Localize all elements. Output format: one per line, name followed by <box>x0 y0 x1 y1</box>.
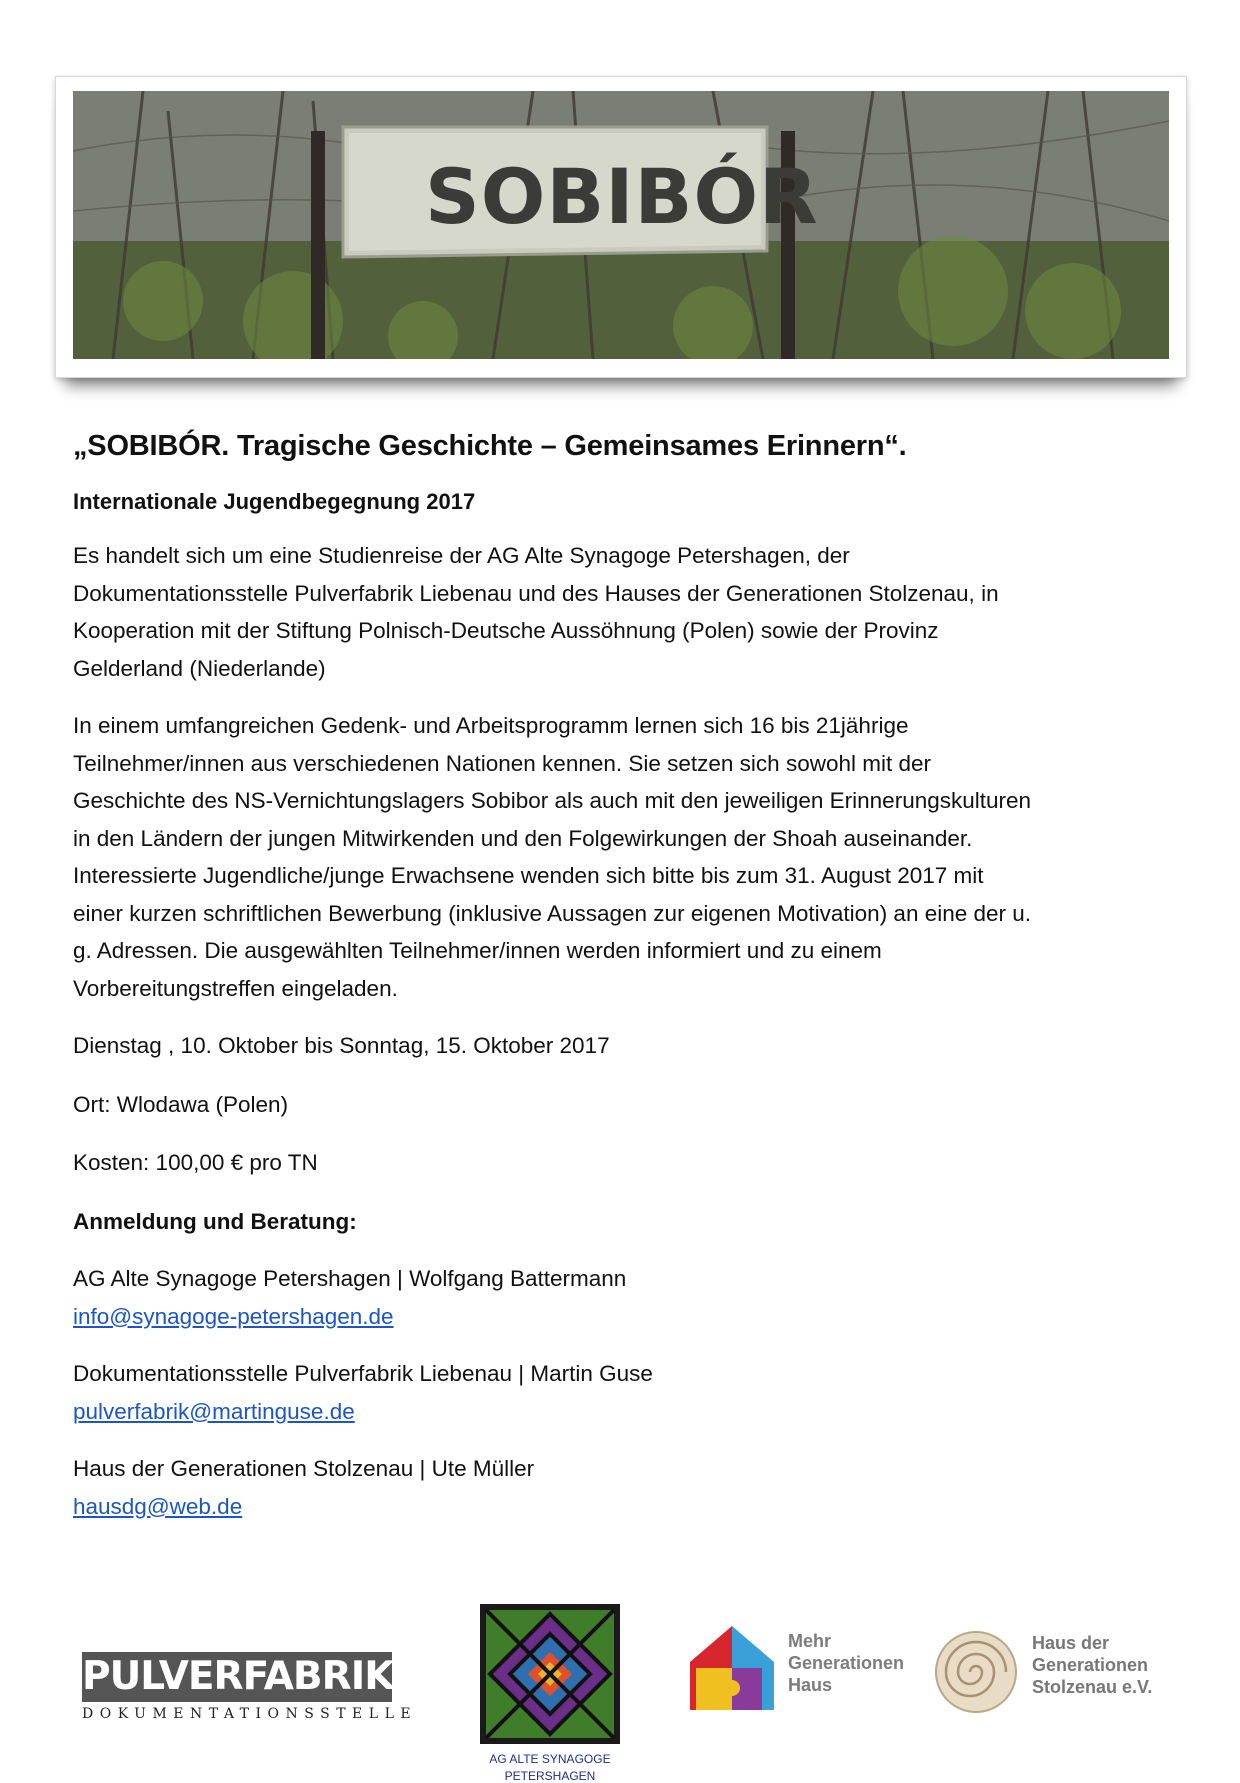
hdg-logo-line1: Haus der <box>1032 1633 1110 1653</box>
document-body <box>73 430 1033 1545</box>
house-puzzle-icon <box>682 1618 782 1718</box>
sobibor-sign-photo <box>73 91 1169 359</box>
contact-org: Haus der Generationen Stolzenau | Ute Müller <box>73 1456 535 1481</box>
hdg-logo-line2: Generationen <box>1032 1655 1149 1675</box>
hdg-logo-line3: Stolzenau e.V. <box>1032 1677 1153 1697</box>
contact-email-link[interactable]: hausdg@web.de <box>73 1493 243 1519</box>
sign-text: SOBIBÓR <box>425 152 819 241</box>
event-date: Dienstag , 10. Oktober bis Sonntag, 15. Oktober 2017 <box>73 1033 610 1058</box>
header-photo-frame <box>55 76 1187 378</box>
mgh-logo-line1: Mehr <box>788 1631 832 1651</box>
pulverfabrik-logo-sub: DOKUMENTATIONSSTELLE <box>82 1706 418 1722</box>
contact-email-link[interactable]: info@synagoge-petershagen.de <box>73 1303 394 1329</box>
event-location: Ort: Wlodawa (Polen) <box>73 1091 289 1117</box>
stained-glass-icon <box>480 1604 620 1744</box>
application-paragraph: Interessierte Jugendliche/junge Erwachsene wenden sich bitte bis zum 31. August 2017 mit einer kurzen schriftlichen Bewerbung (inklusive Aussagen zur eigenen Motivation) an eine der u. g. Adressen. Die ausgewählten Teilnehmer/innen werden informiert und zu einem Vorbereitungstreffen eingeladen. <box>73 863 1032 1001</box>
contact-org: AG Alte Synagoge Petershagen | Wolfgang Battermann <box>73 1266 627 1291</box>
event-cost: Kosten: 100,00 € pro TN <box>73 1150 318 1175</box>
contact-entry <box>73 1260 1033 1335</box>
mehrgenerationenhaus-logo <box>682 1618 922 1728</box>
pulverfabrik-logo <box>82 1652 418 1722</box>
subtitle: Internationale Jugendbegegnung 2017 <box>73 489 476 514</box>
synagoge-logo-line1: AG ALTE SYNAGOGE <box>489 1752 611 1766</box>
mgh-logo-line3: Haus <box>788 1675 833 1695</box>
program-paragraph: In einem umfangreichen Gedenk- und Arbeitsprogramm lernen sich 16 bis 21jährige Teilnehmer/innen aus verschiedenen Nationen kennen. Sie setzen sich sowohl mit der Geschichte des NS-Vernichtungslagers Sobibor als auch mit den jeweiligen Erinnerungskulturen in den Ländern der jungen Mitwirkenden und den Folgewirkungen der Shoah auseinander. <box>73 713 1032 851</box>
synagoge-logo <box>477 1604 623 1783</box>
haus-der-generationen-logo <box>928 1622 1208 1732</box>
contact-entry <box>73 1355 1033 1430</box>
contact-email-link[interactable]: pulverfabrik@martinguse.de <box>73 1398 355 1424</box>
synagoge-logo-line2: PETERSHAGEN <box>504 1769 596 1783</box>
contacts-heading: Anmeldung und Beratung: <box>73 1208 357 1234</box>
contact-org: Dokumentationsstelle Pulverfabrik Liebenau | Martin Guse <box>73 1361 653 1386</box>
intro-paragraph: Es handelt sich um eine Studienreise der AG Alte Synagoge Petershagen, der Dokumentationsstelle Pulverfabrik Liebenau und des Hauses der Generationen Stolzenau, in Kooperation mit der Stiftung Polnisch-Deutsche Aussöhnung (Polen) sowie der Provinz Gelderland (Niederlande) <box>73 543 999 681</box>
page-title: „SOBIBÓR. Tragische Geschichte – Gemeinsames Erinnern“. <box>73 430 907 462</box>
snail-shell-icon <box>928 1622 1024 1718</box>
contact-entry <box>73 1450 1033 1525</box>
pulverfabrik-logo-name: PULVERFABRIK <box>82 1652 392 1702</box>
mgh-logo-line2: Generationen <box>788 1653 905 1673</box>
